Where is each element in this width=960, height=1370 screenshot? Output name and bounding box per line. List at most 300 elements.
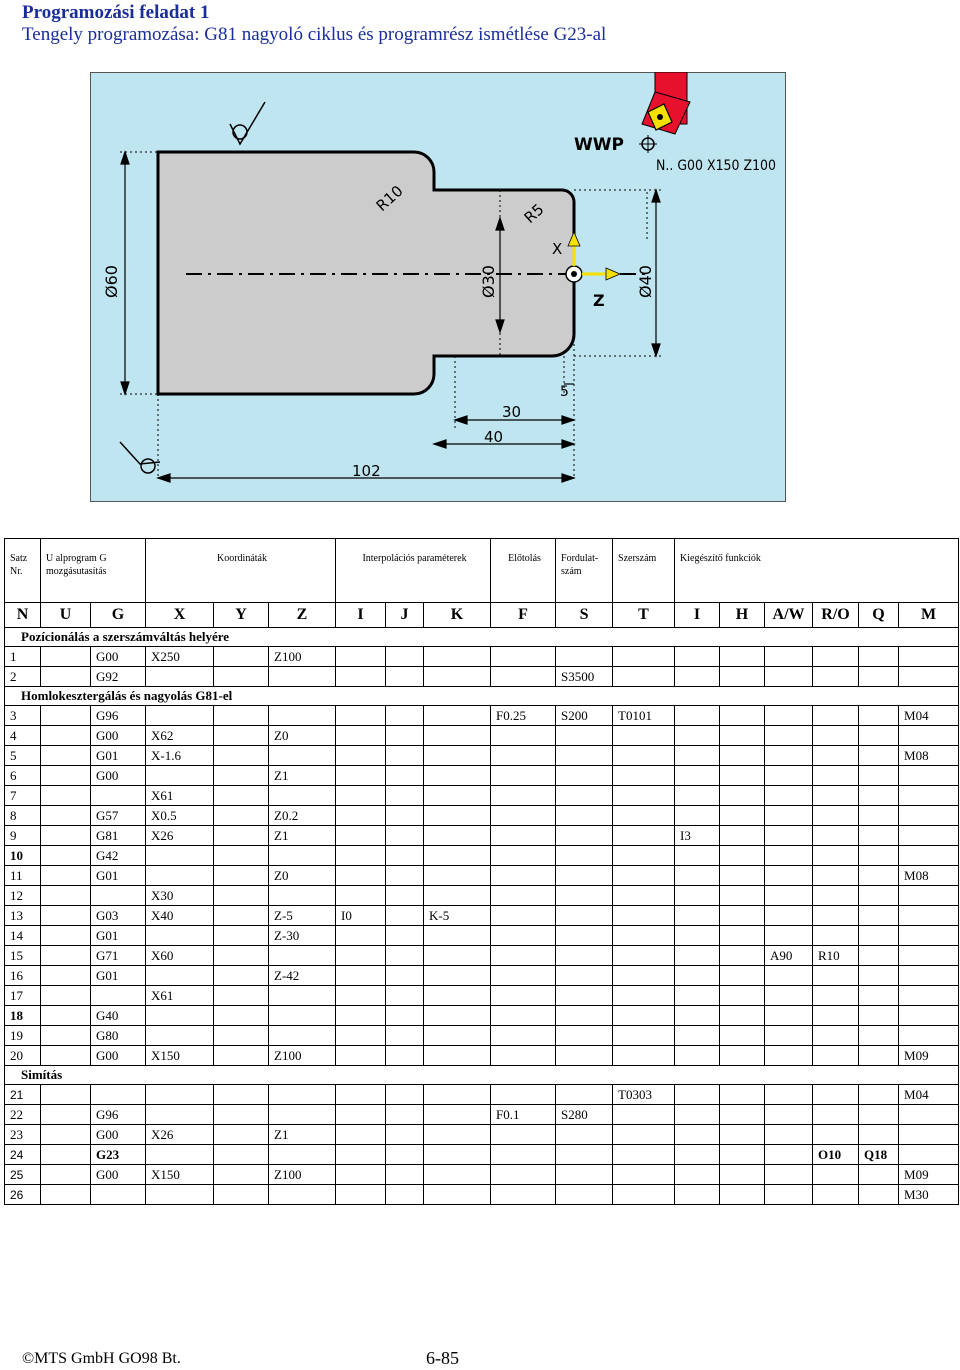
table-cell — [859, 1046, 899, 1066]
table-cell — [765, 1085, 813, 1105]
table-cell: 22 — [5, 1105, 41, 1125]
tool-position-label: N.. G00 X150 Z100 — [656, 158, 776, 174]
table-cell: 3 — [5, 706, 41, 726]
table-cell: R10 — [813, 946, 859, 966]
table-cell — [613, 1046, 675, 1066]
table-cell — [859, 1085, 899, 1105]
table-cell — [859, 706, 899, 726]
table-cell — [41, 706, 91, 726]
table-cell — [269, 1145, 336, 1165]
table-cell — [41, 1145, 91, 1165]
table-cell — [813, 706, 859, 726]
letter-k: K — [424, 603, 491, 628]
table-cell — [386, 786, 424, 806]
table-cell: G57 — [91, 806, 146, 826]
table-cell — [41, 986, 91, 1006]
table-cell — [675, 766, 720, 786]
d30-label: Ø30 — [479, 265, 498, 298]
table-cell — [813, 726, 859, 746]
table-cell: X60 — [146, 946, 214, 966]
table-cell — [556, 1145, 613, 1165]
letter-m: M — [899, 603, 959, 628]
table-cell — [613, 1026, 675, 1046]
letter-h: H — [720, 603, 765, 628]
table-cell — [675, 1125, 720, 1145]
table-cell — [386, 806, 424, 826]
table-cell — [613, 1165, 675, 1185]
section-label: Pozícionálás a szerszámváltás helyére — [5, 628, 959, 647]
table-cell: G71 — [91, 946, 146, 966]
table-cell — [336, 826, 386, 846]
table-cell: K-5 — [424, 906, 491, 926]
table-cell — [41, 966, 91, 986]
table-cell — [41, 866, 91, 886]
table-cell: X61 — [146, 986, 214, 1006]
table-cell — [386, 1085, 424, 1105]
table-cell — [91, 886, 146, 906]
table-cell — [336, 1125, 386, 1145]
table-cell: X26 — [146, 1125, 214, 1145]
table-cell — [386, 886, 424, 906]
table-cell: G23 — [91, 1145, 146, 1165]
table-cell — [765, 647, 813, 667]
table-cell — [859, 846, 899, 866]
table-cell — [491, 667, 556, 687]
table-cell — [386, 826, 424, 846]
table-cell — [424, 746, 491, 766]
table-cell — [269, 1085, 336, 1105]
table-cell — [813, 926, 859, 946]
table-cell — [899, 1145, 959, 1165]
table-cell — [386, 1165, 424, 1185]
table-cell — [336, 1085, 386, 1105]
letter-n: N — [5, 603, 41, 628]
table-cell: Z0.2 — [269, 806, 336, 826]
table-cell — [899, 1125, 959, 1145]
table-cell: 24 — [5, 1145, 41, 1165]
table-cell: A90 — [765, 946, 813, 966]
dim-40-label: 40 — [484, 428, 504, 446]
dim-102-label: 102 — [352, 462, 381, 480]
table-cell: G00 — [91, 766, 146, 786]
table-cell: I0 — [336, 906, 386, 926]
table-cell — [859, 726, 899, 746]
table-cell — [214, 906, 269, 926]
section-row — [5, 1066, 959, 1085]
table-cell — [899, 667, 959, 687]
table-cell — [41, 726, 91, 746]
table-cell — [813, 1105, 859, 1125]
table-cell — [214, 1185, 269, 1205]
table-cell — [336, 966, 386, 986]
table-cell — [386, 986, 424, 1006]
table-cell — [556, 1006, 613, 1026]
table-cell — [424, 1185, 491, 1205]
table-row — [5, 986, 959, 1006]
table-cell — [41, 1125, 91, 1145]
table-cell — [91, 986, 146, 1006]
table-cell — [269, 886, 336, 906]
table-cell — [859, 1125, 899, 1145]
table-cell — [424, 886, 491, 906]
table-cell — [336, 866, 386, 886]
table-header-row — [5, 539, 959, 603]
table-cell — [336, 1046, 386, 1066]
table-cell — [424, 1105, 491, 1125]
table-cell — [386, 1006, 424, 1026]
table-cell — [675, 706, 720, 726]
table-cell — [899, 1105, 959, 1125]
table-cell — [720, 706, 765, 726]
table-cell — [765, 1026, 813, 1046]
table-cell — [675, 1145, 720, 1165]
table-cell — [336, 946, 386, 966]
table-cell — [675, 806, 720, 826]
table-cell — [675, 866, 720, 886]
header-u-alprogram: U alprogram G mozgásutasítás — [41, 539, 146, 603]
table-cell — [720, 826, 765, 846]
table-cell — [214, 1006, 269, 1026]
table-cell — [720, 846, 765, 866]
table-cell: 26 — [5, 1185, 41, 1205]
table-cell — [765, 906, 813, 926]
table-cell — [269, 1006, 336, 1026]
table-cell — [765, 766, 813, 786]
table-cell — [859, 766, 899, 786]
table-cell: 6 — [5, 766, 41, 786]
table-cell — [556, 1046, 613, 1066]
table-cell — [146, 1085, 214, 1105]
table-cell — [336, 806, 386, 826]
table-cell: G96 — [91, 706, 146, 726]
table-cell: Z-5 — [269, 906, 336, 926]
table-cell: M04 — [899, 706, 959, 726]
table-cell — [336, 1185, 386, 1205]
table-cell: X150 — [146, 1165, 214, 1185]
table-cell — [336, 1165, 386, 1185]
table-cell — [859, 647, 899, 667]
table-cell — [675, 667, 720, 687]
table-cell — [386, 1105, 424, 1125]
table-cell — [720, 1185, 765, 1205]
table-cell — [214, 786, 269, 806]
table-cell — [613, 1145, 675, 1165]
table-cell — [899, 946, 959, 966]
table-cell: Z0 — [269, 866, 336, 886]
table-cell: T0101 — [613, 706, 675, 726]
table-cell — [386, 966, 424, 986]
table-cell — [214, 966, 269, 986]
table-cell — [556, 846, 613, 866]
table-cell — [613, 946, 675, 966]
header-satz: Satz Nr. — [5, 539, 41, 603]
table-cell — [675, 1006, 720, 1026]
table-cell — [765, 886, 813, 906]
table-cell — [720, 966, 765, 986]
table-cell — [269, 746, 336, 766]
table-cell — [491, 1145, 556, 1165]
table-cell — [214, 1046, 269, 1066]
table-cell: 16 — [5, 966, 41, 986]
table-cell — [491, 906, 556, 926]
table-cell — [813, 886, 859, 906]
table-cell — [41, 1085, 91, 1105]
table-cell — [41, 786, 91, 806]
table-cell — [899, 926, 959, 946]
table-cell — [424, 786, 491, 806]
axis-z-label: Z — [593, 291, 605, 310]
table-row — [5, 786, 959, 806]
table-cell — [556, 906, 613, 926]
table-cell: 12 — [5, 886, 41, 906]
table-cell: G00 — [91, 647, 146, 667]
table-cell — [424, 986, 491, 1006]
letter-s: S — [556, 603, 613, 628]
section-label: Simítás — [5, 1066, 959, 1085]
table-cell — [720, 766, 765, 786]
table-cell — [336, 1006, 386, 1026]
table-cell: G01 — [91, 746, 146, 766]
table-cell: X30 — [146, 886, 214, 906]
table-cell — [899, 986, 959, 1006]
table-cell: Z100 — [269, 1165, 336, 1185]
table-cell — [146, 846, 214, 866]
table-cell — [556, 1125, 613, 1145]
table-cell — [556, 726, 613, 746]
table-cell — [269, 946, 336, 966]
table-cell — [720, 786, 765, 806]
table-cell: G42 — [91, 846, 146, 866]
table-cell — [813, 906, 859, 926]
table-row — [5, 806, 959, 826]
footer-copyright: ©MTS GmbH GO98 Bt. — [22, 1350, 181, 1367]
table-row — [5, 846, 959, 866]
table-cell — [424, 1026, 491, 1046]
table-cell — [613, 866, 675, 886]
table-cell: M04 — [899, 1085, 959, 1105]
table-cell — [424, 1125, 491, 1145]
table-cell — [556, 786, 613, 806]
table-cell — [556, 766, 613, 786]
table-row — [5, 726, 959, 746]
table-cell — [675, 1165, 720, 1185]
table-cell — [386, 706, 424, 726]
table-cell — [214, 1125, 269, 1145]
table-cell — [386, 1125, 424, 1145]
table-cell — [556, 866, 613, 886]
table-cell — [41, 667, 91, 687]
letter-u: U — [41, 603, 91, 628]
table-cell: 15 — [5, 946, 41, 966]
table-cell — [675, 1046, 720, 1066]
table-cell — [675, 1105, 720, 1125]
table-row — [5, 706, 959, 726]
d60-label: Ø60 — [102, 265, 121, 298]
table-cell: X0.5 — [146, 806, 214, 826]
table-cell: X61 — [146, 786, 214, 806]
table-cell: M30 — [899, 1185, 959, 1205]
table-cell — [491, 966, 556, 986]
table-cell — [424, 846, 491, 866]
letter-i2: I — [675, 603, 720, 628]
table-cell — [91, 1085, 146, 1105]
table-cell: 25 — [5, 1165, 41, 1185]
table-cell — [214, 647, 269, 667]
table-row — [5, 1085, 959, 1105]
table-cell — [424, 1165, 491, 1185]
table-cell: Z100 — [269, 1046, 336, 1066]
table-cell — [146, 667, 214, 687]
table-cell — [491, 1006, 556, 1026]
table-cell — [613, 647, 675, 667]
table-cell — [424, 726, 491, 746]
header-kiegeszito: Kiegészítő funkciók — [675, 539, 959, 603]
table-cell — [765, 826, 813, 846]
table-cell: G80 — [91, 1026, 146, 1046]
table-cell — [424, 926, 491, 946]
table-cell — [556, 946, 613, 966]
table-cell — [491, 1125, 556, 1145]
table-cell — [424, 946, 491, 966]
table-cell — [386, 1026, 424, 1046]
table-cell: F0.25 — [491, 706, 556, 726]
table-cell — [556, 986, 613, 1006]
axis-x-label: X — [552, 240, 563, 258]
table-cell — [336, 647, 386, 667]
table-cell — [899, 906, 959, 926]
letter-q: Q — [859, 603, 899, 628]
table-cell — [214, 886, 269, 906]
table-cell — [859, 1165, 899, 1185]
table-cell — [813, 1085, 859, 1105]
table-cell — [720, 667, 765, 687]
header-elotolas: Előtolás — [491, 539, 556, 603]
table-cell — [765, 966, 813, 986]
table-cell — [859, 746, 899, 766]
table-cell — [424, 1085, 491, 1105]
table-cell — [41, 1046, 91, 1066]
table-cell — [899, 1026, 959, 1046]
table-cell — [386, 906, 424, 926]
table-cell — [675, 926, 720, 946]
table-cell — [41, 926, 91, 946]
table-cell — [41, 647, 91, 667]
table-cell: X150 — [146, 1046, 214, 1066]
table-cell — [613, 806, 675, 826]
table-cell — [899, 766, 959, 786]
table-cell — [386, 766, 424, 786]
table-cell — [613, 986, 675, 1006]
table-cell — [336, 706, 386, 726]
table-cell — [765, 846, 813, 866]
table-cell — [720, 1026, 765, 1046]
letter-y: Y — [214, 603, 269, 628]
table-cell: Z1 — [269, 1125, 336, 1145]
table-cell — [41, 1165, 91, 1185]
table-cell: X40 — [146, 906, 214, 926]
table-cell — [336, 846, 386, 866]
table-row — [5, 766, 959, 786]
table-cell — [386, 866, 424, 886]
table-cell — [556, 1085, 613, 1105]
table-cell — [859, 906, 899, 926]
table-cell — [675, 946, 720, 966]
table-cell — [813, 1125, 859, 1145]
table-cell — [214, 766, 269, 786]
table-cell — [491, 826, 556, 846]
table-cell — [491, 886, 556, 906]
table-cell — [675, 1026, 720, 1046]
table-cell — [675, 1085, 720, 1105]
table-cell — [859, 1185, 899, 1205]
table-cell — [214, 746, 269, 766]
table-row — [5, 946, 959, 966]
table-cell — [899, 846, 959, 866]
table-cell — [491, 806, 556, 826]
table-cell — [613, 926, 675, 946]
table-cell — [146, 1006, 214, 1026]
table-cell: M09 — [899, 1165, 959, 1185]
table-cell: Z0 — [269, 726, 336, 746]
table-cell: G00 — [91, 1046, 146, 1066]
table-cell — [386, 726, 424, 746]
page-title: Programozási feladat 1 — [22, 2, 210, 23]
table-cell — [720, 1085, 765, 1105]
table-cell — [556, 926, 613, 946]
table-cell: X26 — [146, 826, 214, 846]
table-cell — [386, 746, 424, 766]
table-cell — [813, 1046, 859, 1066]
table-cell — [675, 726, 720, 746]
table-cell: S200 — [556, 706, 613, 726]
table-cell — [765, 1125, 813, 1145]
table-cell — [675, 1185, 720, 1205]
table-cell — [214, 706, 269, 726]
table-cell: 17 — [5, 986, 41, 1006]
table-cell — [813, 746, 859, 766]
table-cell — [556, 826, 613, 846]
table-cell — [899, 786, 959, 806]
table-cell — [491, 926, 556, 946]
table-cell — [41, 1105, 91, 1125]
table-cell — [813, 986, 859, 1006]
table-cell — [720, 946, 765, 966]
table-cell: 4 — [5, 726, 41, 746]
table-cell — [675, 647, 720, 667]
table-cell: O10 — [813, 1145, 859, 1165]
letter-f: F — [491, 603, 556, 628]
part-drawing — [90, 72, 786, 502]
table-cell — [720, 1125, 765, 1145]
table-cell — [269, 706, 336, 726]
letter-g: G — [91, 603, 146, 628]
table-cell — [613, 906, 675, 926]
table-cell: 20 — [5, 1046, 41, 1066]
table-cell — [386, 926, 424, 946]
table-cell — [813, 1185, 859, 1205]
table-cell — [556, 886, 613, 906]
table-cell — [899, 806, 959, 826]
table-cell — [41, 846, 91, 866]
table-cell — [491, 946, 556, 966]
letter-ro: R/O — [813, 603, 859, 628]
table-cell — [214, 1145, 269, 1165]
letter-t: T — [613, 603, 675, 628]
table-cell — [386, 1145, 424, 1165]
table-cell — [491, 1085, 556, 1105]
table-cell — [859, 986, 899, 1006]
table-cell — [214, 986, 269, 1006]
